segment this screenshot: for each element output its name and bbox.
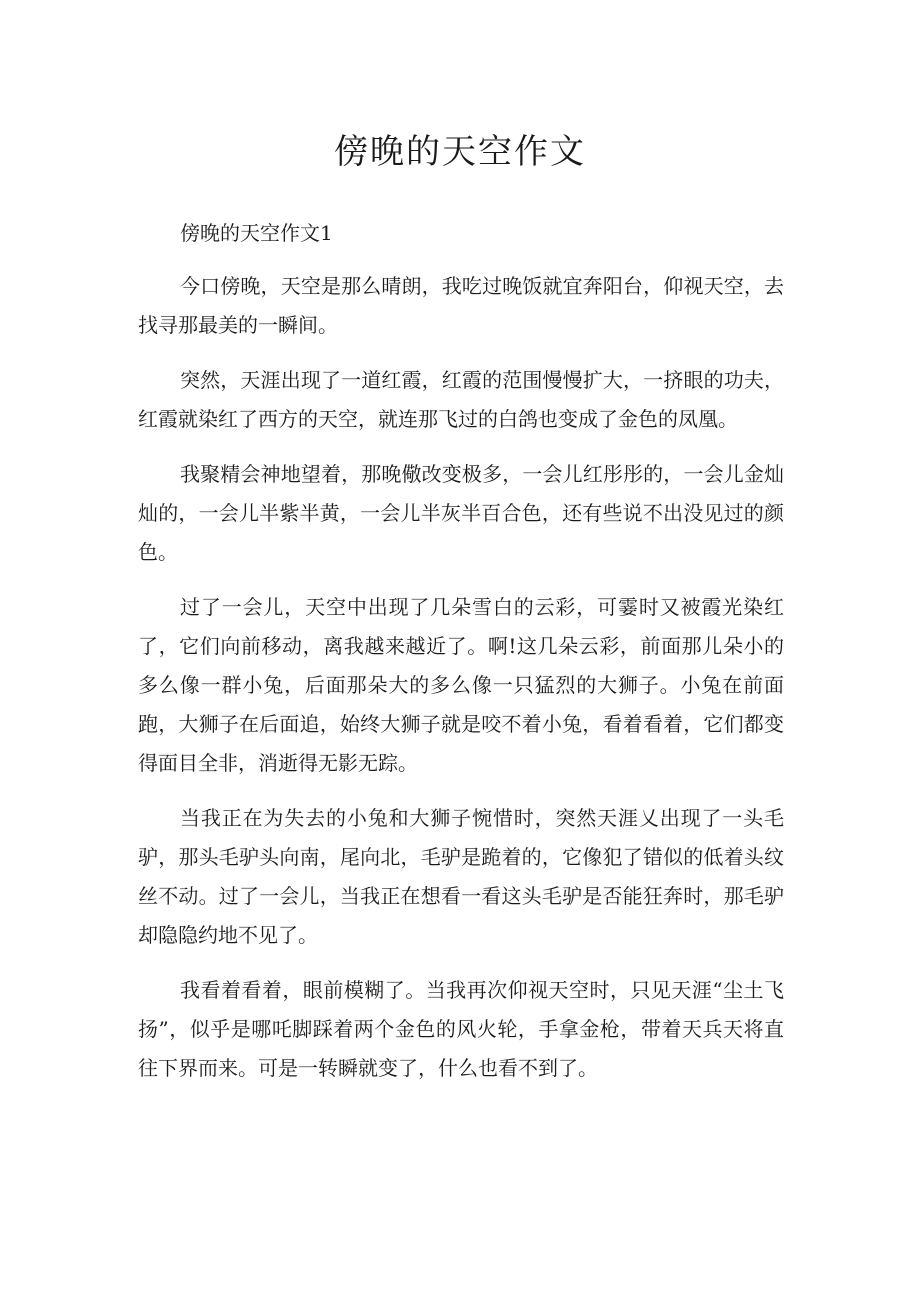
paragraph-2: 突然，天涯出现了一道红霞，红霞的范围慢慢扩大，一挤眼的功夫，红霞就染红了西方的天空，就连那飞过的白鸽也变成了金色的凤凰。 [138, 368, 784, 431]
paragraph-6: 我看着看着，眼前模糊了。当我再次仰视天空时，只见天涯“尘土飞扬”，似乎是哪吒脚踩着两个金色的风火轮，手拿金枪，带着天兵天将直往下界而来。可是一转瞬就变了，什么也看不到了。 [138, 978, 784, 1080]
paragraph-3: 我聚精会神地望着，那晚儆改变极多，一会儿红彤彤的，一会儿金灿灿的，一会儿半紫半黄，一会儿半灰半百合色，还有些说不出没见过的颜色。 [138, 462, 784, 564]
essay-subtitle: 傍晚的天空作文1 [180, 221, 333, 245]
paragraph-5: 当我正在为失去的小兔和大狮子惋惜时，突然天涯乂出现了一头毛驴，那头毛驴头向南，尾向北，毛驴是跪着的，它像犯了错似的低着头纹丝不动。过了一会儿，当我正在想看一看这头毛驴是否能狂奔时，那毛驴却隐隐约地不见了。 [138, 806, 784, 947]
paragraph-1: 今口傍晚，天空是那么晴朗，我吃过晚饭就宜奔阳台，仰视天空，去找寻那最美的一瞬间。 [138, 274, 784, 337]
document-body [138, 214, 784, 1104]
document-title: 傍晚的天空作文 [334, 132, 586, 172]
paragraph-4: 过了一会儿，天空中出现了几朵雪白的云彩，可霎时又被霞光染红了，它们向前移动，离我越来越近了。啊!这几朵云彩，前面那儿朵小的多么像一群小兔，后面那朵大的多么像一只猛烈的大狮子。小兔在前面跑，大狮子在后面追，始终大狮子就是咬不着小兔，看着看着，它们都变得面目全非，消逝得无影无踪。 [138, 595, 784, 775]
